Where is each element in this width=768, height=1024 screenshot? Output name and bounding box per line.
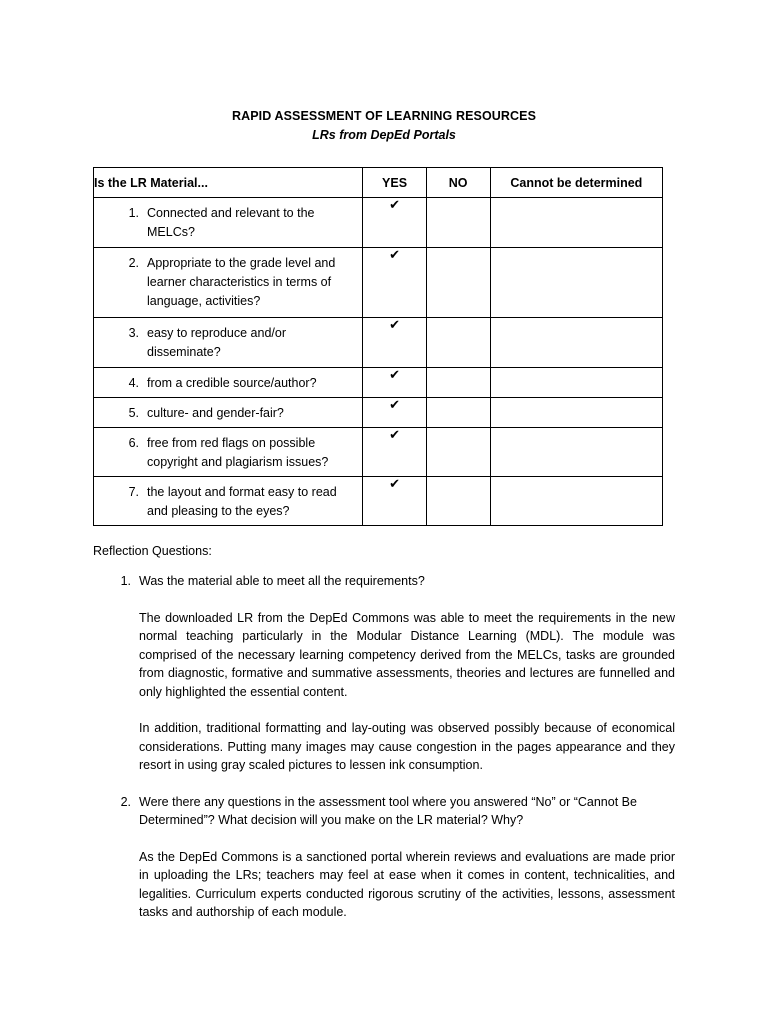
cannot-be-determined-cell (490, 368, 662, 398)
table-row (94, 428, 663, 477)
question-text: Appropriate to the grade level and learner characteristics in terms of language, activities? (147, 256, 336, 308)
list-item (93, 793, 675, 922)
question-cell (94, 398, 363, 428)
question-text: the layout and format easy to read and pleasing to the eyes? (147, 485, 337, 518)
reflection-number: 2. (120, 794, 131, 809)
reflection-question: Was the material able to meet all the requirements? (139, 574, 425, 588)
cannot-be-determined-cell (490, 477, 662, 526)
cannot-be-determined-cell (490, 248, 662, 318)
reflection-question: Were there any questions in the assessment tool where you answered “No” or “Cannot Be Determined”? What decision will you make on the LR material? Why? (139, 794, 637, 827)
no-cell (426, 368, 490, 398)
question-text: from a credible source/author? (147, 376, 317, 390)
question-text: free from red flags on possible copyright and plagiarism issues? (147, 436, 329, 469)
cannot-be-determined-cell (490, 198, 662, 248)
yes-check-cell: ✔ (363, 198, 426, 248)
table-row (94, 368, 663, 398)
question-number: 7. (128, 485, 139, 499)
reflection-list (93, 572, 675, 940)
yes-check-cell: ✔ (363, 428, 426, 477)
table-header-row (94, 168, 663, 198)
document-title: RAPID ASSESSMENT OF LEARNING RESOURCES (231, 109, 537, 123)
document-subtitle: LRs from DepEd Portals (312, 128, 456, 142)
yes-check-cell: ✔ (363, 398, 426, 428)
question-cell (94, 477, 363, 526)
table-row (94, 198, 663, 248)
yes-check-cell: ✔ (363, 477, 426, 526)
question-text: easy to reproduce and/or disseminate? (147, 326, 286, 359)
question-cell (94, 248, 363, 318)
question-cell (94, 198, 363, 248)
cannot-be-determined-cell (490, 428, 662, 477)
question-number: 5. (128, 406, 139, 420)
reflection-answer-paragraph: As the DepEd Commons is a sanctioned portal wherein reviews and evaluations are made prior in uploading the LRs; teachers may feel at ease when it comes in content, technicalities, and legalities. Curriculum experts conducted rigorous scrutiny of the activities, lessons, assessment tasks and authorship of each module. (139, 849, 675, 919)
table-row (94, 398, 663, 428)
reflection-answer-paragraph: The downloaded LR from the DepEd Commons was able to meet the requirements in the new normal teaching particularly in the Modular Distance Learning (MDL). The module was comprised of the necessary learning competency derived from the MELCs, tasks are grounded from diagnostic, formative and summative assessments, theories and lectures are funnelled and only highlighted the essential content. (139, 610, 675, 699)
no-cell (426, 318, 490, 368)
question-number: 3. (128, 326, 139, 340)
header-cannot-be-determined: Cannot be determined (490, 168, 662, 198)
question-cell (94, 318, 363, 368)
question-text: Connected and relevant to the MELCs? (147, 206, 315, 239)
header-material: Is the LR Material... (94, 168, 363, 198)
no-cell (426, 477, 490, 526)
list-item (93, 572, 675, 775)
reflection-body (139, 572, 675, 775)
reflection-answer-paragraph: In addition, traditional formatting and lay-outing was observed possibly because of economical considerations. Putting many images may cause congestion in the pages appearance and they resort in using gray scaled pictures to lessen ink consumption. (139, 721, 675, 772)
cannot-be-determined-cell (490, 318, 662, 368)
no-cell (426, 428, 490, 477)
question-number: 4. (128, 376, 139, 390)
reflection-body (139, 793, 675, 922)
yes-check-cell: ✔ (363, 248, 426, 318)
assessment-table (93, 167, 663, 526)
table-row (94, 248, 663, 318)
reflection-heading: Reflection Questions: (93, 544, 212, 558)
no-cell (426, 248, 490, 318)
table-row (94, 477, 663, 526)
no-cell (426, 398, 490, 428)
question-text: culture- and gender-fair? (147, 406, 284, 420)
header-yes: YES (363, 168, 426, 198)
question-number: 2. (128, 256, 139, 270)
table-row (94, 318, 663, 368)
question-number: 1. (128, 206, 139, 220)
header-no: NO (426, 168, 490, 198)
no-cell (426, 198, 490, 248)
cannot-be-determined-cell (490, 398, 662, 428)
yes-check-cell: ✔ (363, 318, 426, 368)
question-number: 6. (128, 436, 139, 450)
yes-check-cell: ✔ (363, 368, 426, 398)
question-cell (94, 368, 363, 398)
reflection-number: 1. (120, 574, 131, 588)
question-cell (94, 428, 363, 477)
